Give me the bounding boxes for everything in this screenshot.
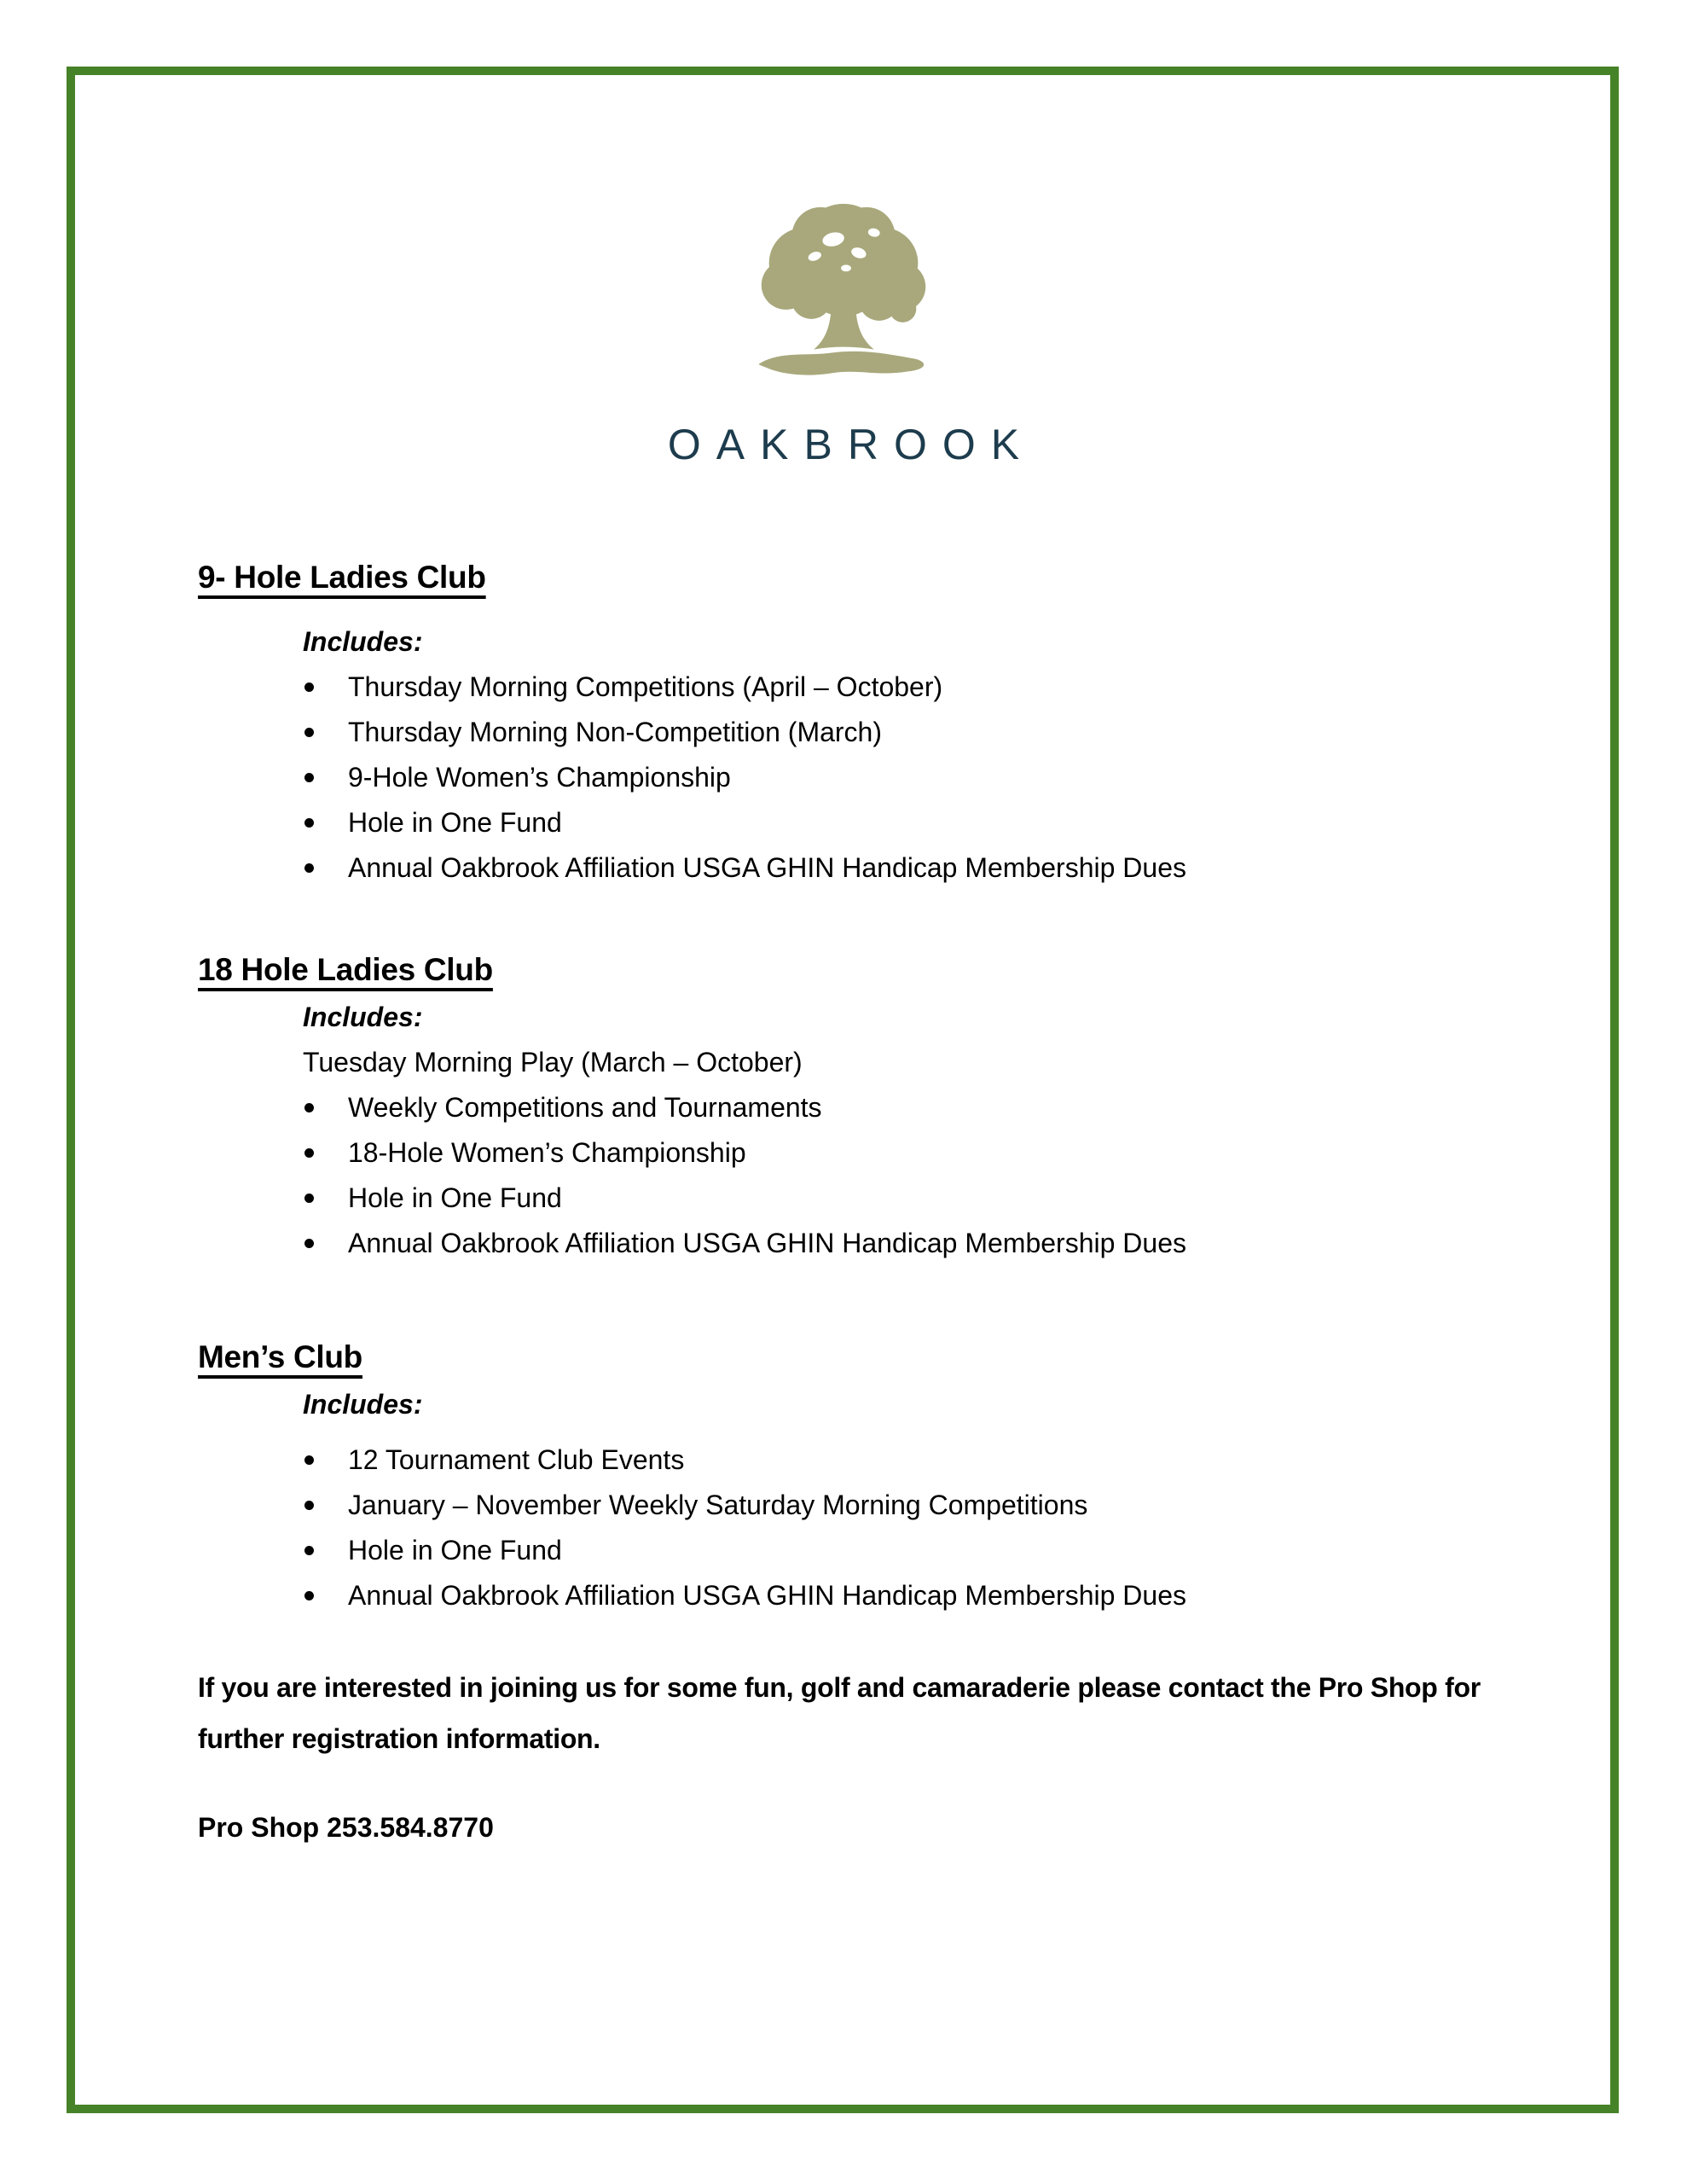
list-item: Annual Oakbrook Affiliation USGA GHIN Handicap Membership Dues	[304, 1221, 1614, 1266]
oak-tree-icon	[0, 195, 1687, 410]
section-heading: 18 Hole Ladies Club	[198, 952, 493, 987]
list-item: Hole in One Fund	[304, 1528, 1614, 1573]
includes-label: Includes:	[303, 626, 423, 657]
includes-label: Includes:	[303, 1389, 423, 1420]
bullet-list	[198, 1085, 1614, 1266]
bullet-list	[198, 665, 1614, 891]
list-item: Thursday Morning Competitions (April – October)	[304, 665, 1614, 710]
contact-paragraph-line: further registration information.	[198, 1723, 600, 1754]
oakbrook-logo	[0, 195, 1687, 469]
list-item: 18-Hole Women’s Championship	[304, 1130, 1614, 1176]
contact-paragraph-line: If you are interested in joining us for some fun, golf and camaraderie please contact the Pro Shop for	[198, 1672, 1481, 1703]
section-heading: 9- Hole Ladies Club	[198, 560, 486, 595]
pro-shop-phone: Pro Shop 253.584.8770	[198, 1812, 494, 1843]
section-9-hole-ladies-club	[198, 553, 1614, 891]
list-item: Thursday Morning Non-Competition (March)	[304, 710, 1614, 755]
bullet-list	[198, 1438, 1614, 1618]
list-item: Annual Oakbrook Affiliation USGA GHIN Handicap Membership Dues	[304, 1573, 1614, 1618]
list-item: Annual Oakbrook Affiliation USGA GHIN Handicap Membership Dues	[304, 845, 1614, 891]
list-item: 9-Hole Women’s Championship	[304, 755, 1614, 800]
list-item: Weekly Competitions and Tournaments	[304, 1085, 1614, 1130]
list-item: Hole in One Fund	[304, 1176, 1614, 1221]
includes-label: Includes:	[303, 1002, 423, 1032]
logo-wordmark: OAKBROOK	[667, 421, 1035, 468]
section-heading: Men’s Club	[198, 1339, 362, 1374]
list-item: Hole in One Fund	[304, 800, 1614, 845]
list-item: 12 Tournament Club Events	[304, 1438, 1614, 1483]
list-item: January – November Weekly Saturday Morning Competitions	[304, 1483, 1614, 1528]
section-intro-line: Tuesday Morning Play (March – October)	[303, 1047, 803, 1077]
section-18-hole-ladies-club	[198, 945, 1614, 1266]
contact-paragraph	[198, 1662, 1622, 1764]
section-mens-club	[198, 1333, 1614, 1618]
